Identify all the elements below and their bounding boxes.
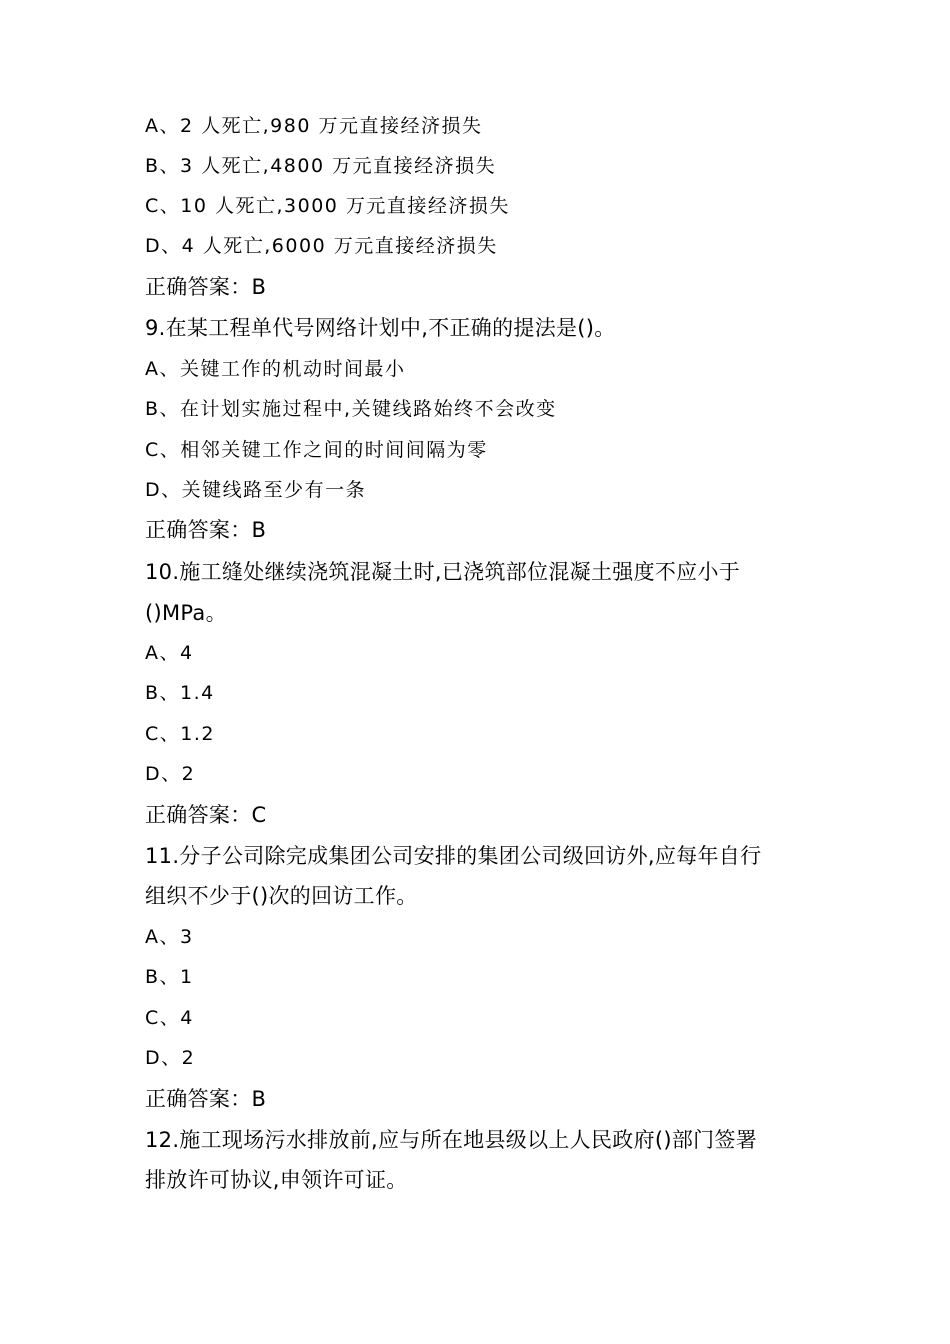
answer-line: 正确答案：C <box>145 803 267 827</box>
answer-line: 正确答案：B <box>145 518 267 542</box>
option-line: B、1.4 <box>145 682 215 704</box>
option-line: B、3 人死亡,4800 万元直接经济损失 <box>145 155 497 177</box>
option-line: C、1.2 <box>145 723 215 745</box>
option-line: D、2 <box>145 1047 196 1069</box>
option-line: A、2 人死亡,980 万元直接经济损失 <box>145 115 483 137</box>
option-line: A、3 <box>145 926 194 948</box>
answer-line: 正确答案：B <box>145 275 267 299</box>
option-line: B、1 <box>145 966 194 988</box>
question-line: 11.分子公司除完成集团公司安排的集团公司级回访外,应每年自行 <box>145 844 762 868</box>
option-line: A、4 <box>145 642 194 664</box>
question-line: 9.在某工程单代号网络计划中,不正确的提法是()。 <box>145 316 616 340</box>
option-line: C、10 人死亡,3000 万元直接经济损失 <box>145 195 510 217</box>
option-line: D、关键线路至少有一条 <box>145 479 367 501</box>
option-line: B、在计划实施过程中,关键线路始终不会改变 <box>145 398 557 420</box>
option-line: C、相邻关键工作之间的时间间隔为零 <box>145 439 488 461</box>
option-line: C、4 <box>145 1007 194 1029</box>
question-line: 10.施工缝处继续浇筑混凝土时,已浇筑部位混凝土强度不应小于 <box>145 560 741 584</box>
option-line: A、关键工作的机动时间最小 <box>145 358 406 380</box>
option-line: D、2 <box>145 763 196 785</box>
question-line: 12.施工现场污水排放前,应与所在地县级以上人民政府()部门签署 <box>145 1128 758 1152</box>
question-line: 排放许可协议,申领许可证。 <box>145 1168 408 1192</box>
question-line: 组织不少于()次的回访工作。 <box>145 884 418 908</box>
option-line: D、4 人死亡,6000 万元直接经济损失 <box>145 235 498 257</box>
question-line: ()MPa。 <box>145 601 227 625</box>
answer-line: 正确答案：B <box>145 1087 267 1111</box>
